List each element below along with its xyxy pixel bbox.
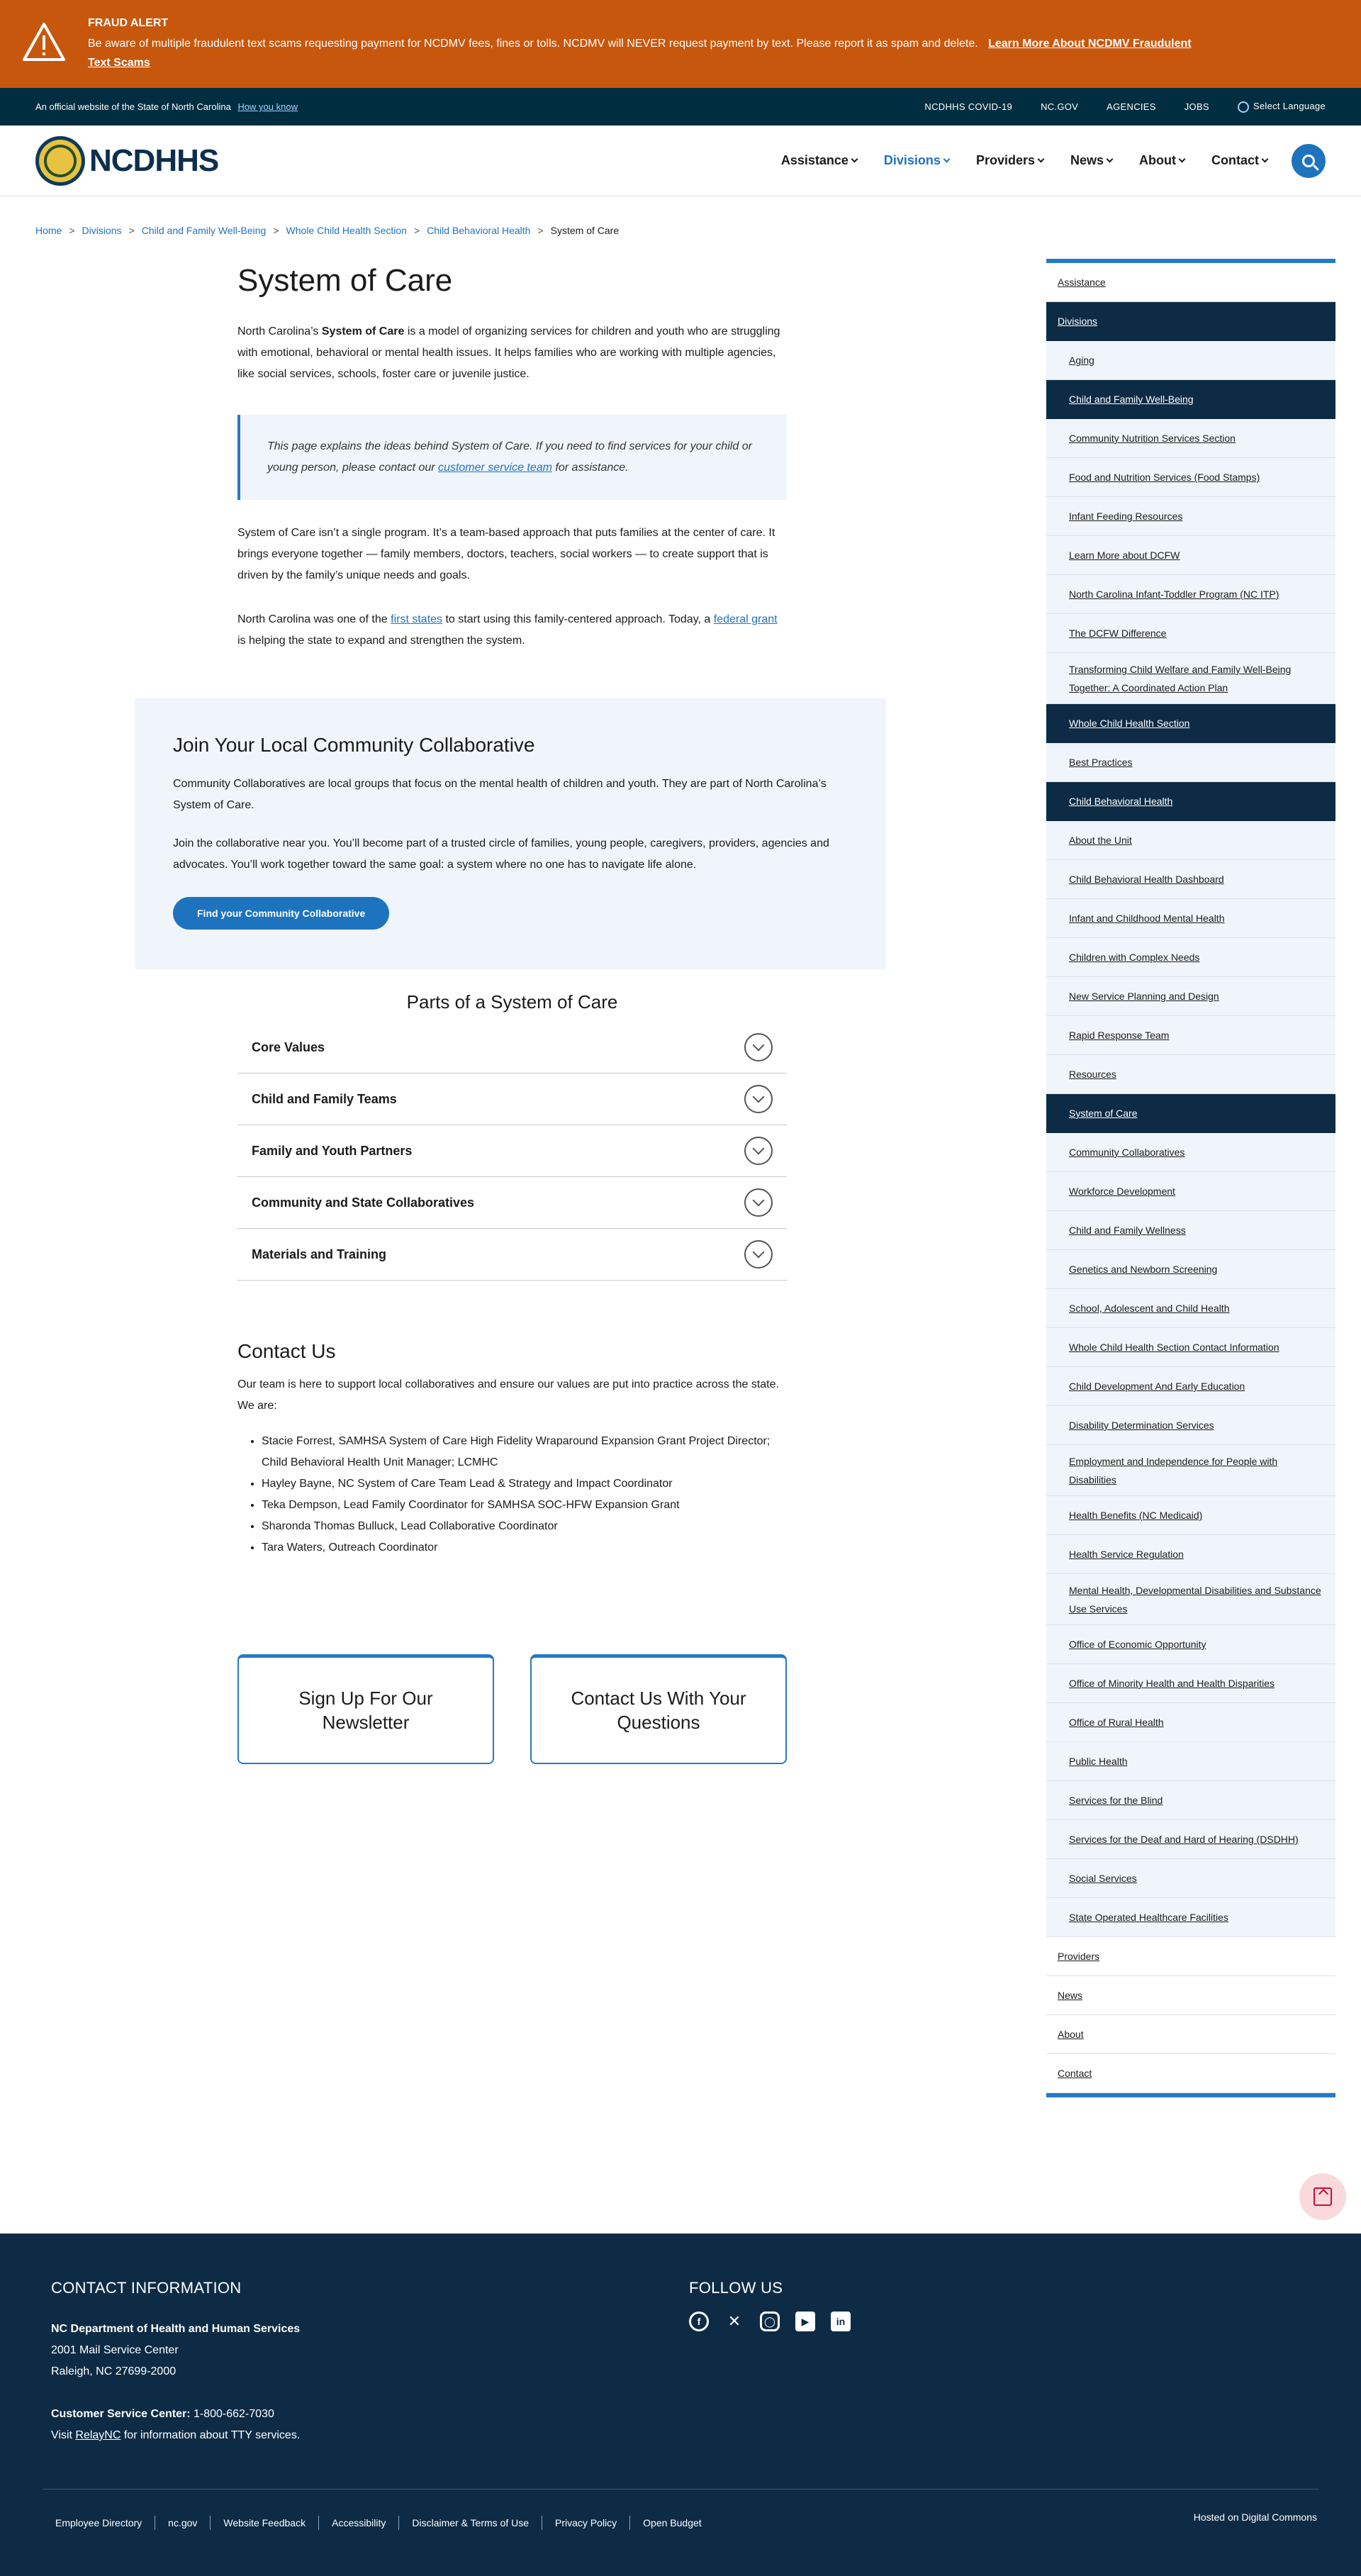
accordion-item-family-youth-partners[interactable] <box>237 1125 787 1177</box>
sidebar-item-resources[interactable]: Resources <box>1046 1055 1335 1094</box>
intro-bold: System of Care <box>321 325 405 338</box>
nav-label: About <box>1139 153 1176 167</box>
sidebar-item-community-nutrition-services-section[interactable]: Community Nutrition Services Section <box>1046 419 1335 458</box>
sidebar-item-rapid-response-team[interactable]: Rapid Response Team <box>1046 1016 1335 1055</box>
list-item: • Hayley Bayne, NC System of Care Team Lead & Strategy and Impact Coordinator <box>262 1473 787 1495</box>
nav-contact[interactable] <box>1211 153 1267 168</box>
sidebar-item-whole-child-health-section-contact-information[interactable]: Whole Child Health Section Contact Information <box>1046 1328 1335 1367</box>
paragraph-text: to start using this family-centered approach. Today, a <box>442 613 714 625</box>
social-links <box>689 2312 851 2331</box>
breadcrumb-separator: > <box>69 225 75 236</box>
main-content <box>237 259 787 652</box>
breadcrumb-home[interactable]: Home <box>35 225 62 236</box>
toplink-ncgov[interactable]: NC.GOV <box>1041 101 1079 112</box>
contact-title: Contact Us <box>237 1340 336 1362</box>
breadcrumb-child-family[interactable]: Child and Family Well-Being <box>141 225 267 236</box>
nav-divisions[interactable] <box>884 153 949 168</box>
sidebar-item-best-practices[interactable]: Best Practices <box>1046 743 1335 782</box>
sidebar-item-learn-more-about-dcfw[interactable]: Learn More about DCFW <box>1046 536 1335 575</box>
footer-phone[interactable]: 1-800-662-7030 <box>193 2408 274 2420</box>
youtube-icon[interactable]: ▶ <box>795 2312 815 2331</box>
contact-questions-card[interactable]: Contact Us With Your Questions <box>530 1654 787 1764</box>
nav-about[interactable] <box>1139 153 1184 168</box>
find-collaborative-button[interactable]: Find your Community Collaborative <box>173 897 389 930</box>
accordion-label: Child and Family Teams <box>252 1091 397 1106</box>
sidebar-item-community-collaboratives[interactable]: Community Collaboratives <box>1046 1133 1335 1172</box>
sidebar-item-state-operated-healthcare-facilities[interactable]: State Operated Healthcare Facilities <box>1046 1898 1335 1937</box>
intro-paragraph <box>237 321 787 385</box>
footer-link-disclaimer[interactable]: Disclaimer & Terms of Use <box>399 2516 542 2530</box>
footer-address <box>51 2319 300 2382</box>
footer-org-name: NC Department of Health and Human Services <box>51 2323 301 2335</box>
nav-label: News <box>1070 153 1104 167</box>
callout-text: for assistance. <box>551 462 629 474</box>
sidebar-item-child-and-family-wellness[interactable]: Child and Family Wellness <box>1046 1211 1335 1250</box>
sidebar-item-whole-child-health-section[interactable]: Whole Child Health Section <box>1046 704 1335 743</box>
footer-link-feedback[interactable]: Website Feedback <box>211 2516 319 2530</box>
chevron-down-icon[interactable] <box>744 1188 773 1217</box>
arrow-up-icon <box>1314 2187 1332 2206</box>
sidebar-item-new-service-planning-and-design[interactable]: New Service Planning and Design <box>1046 977 1335 1016</box>
federal-grant-link[interactable]: federal grant <box>713 613 778 625</box>
sidebar-item-child-behavioral-health[interactable]: Child Behavioral Health <box>1046 782 1335 821</box>
intro-text: North Carolina’s <box>237 325 322 338</box>
accordion-item-core-values[interactable] <box>237 1022 787 1074</box>
utility-bar <box>0 88 1361 126</box>
breadcrumb-separator: > <box>537 225 544 236</box>
footer-link-accessibility[interactable]: Accessibility <box>319 2516 399 2530</box>
sidebar-item-north-carolina-infant-toddler-program-nc-itp[interactable]: North Carolina Infant-Toddler Program (NC ITP) <box>1046 575 1335 614</box>
sidebar-item-transforming-child-welfare-and-family-well-being-together-a-coordinated-action-plan[interactable]: Transforming Child Welfare and Family Well-Being Together: A Coordinated Action Plan <box>1046 653 1335 704</box>
nav-label: Contact <box>1211 153 1259 167</box>
contact-list <box>237 1431 787 1559</box>
sidebar-item-workforce-development[interactable]: Workforce Development <box>1046 1172 1335 1211</box>
language-label: Select Language <box>1253 101 1326 112</box>
community-collaborative-panel <box>135 698 886 969</box>
breadcrumb-current: System of Care <box>550 225 620 236</box>
sidebar-item-office-of-minority-health-and-health-disparities[interactable]: Office of Minority Health and Health Disparities <box>1046 1664 1335 1703</box>
footer-text: Visit <box>51 2429 76 2441</box>
alert-learn-more-link[interactable]: Learn More About NCDMV Fraudulent Text Scams <box>88 38 1192 69</box>
chevron-down-icon[interactable] <box>744 1240 773 1269</box>
site-footer <box>0 2234 1361 2576</box>
footer-link-employee-directory[interactable]: Employee Directory <box>43 2516 155 2530</box>
footer-follow-title: FOLLOW US <box>689 2279 783 2297</box>
facebook-icon[interactable]: f <box>689 2312 709 2331</box>
sidebar-item-system-of-care[interactable]: System of Care <box>1046 1094 1335 1133</box>
collab-paragraph: Community Collaboratives are local groups that focus on the mental health of children and youth. They are part of North Carolina’s System of Care. <box>173 778 827 811</box>
list-item: • Stacie Forrest, SAMHSA System of Care High Fidelity Wraparound Expansion Grant Project Director; Child Behavioral Health Unit Manager; LCMHC <box>262 1431 787 1473</box>
footer-links <box>43 2516 715 2530</box>
main-nav <box>781 153 1267 168</box>
footer-service-info <box>51 2404 300 2446</box>
accordion-item-materials-training[interactable] <box>237 1229 787 1281</box>
nav-providers[interactable] <box>976 153 1043 168</box>
search-button[interactable] <box>1292 144 1326 178</box>
sidebar-item-school-adolescent-and-child-health[interactable]: School, Adolescent and Child Health <box>1046 1289 1335 1328</box>
how-you-know-link[interactable]: How you know <box>237 101 298 112</box>
parts-title: Parts of a System of Care <box>406 991 618 1013</box>
paragraph-text: North Carolina was one of the <box>237 613 391 625</box>
sidebar-item-providers[interactable]: Providers <box>1046 1937 1335 1976</box>
list-item: • Teka Dempson, Lead Family Coordinator for SAMHSA SOC-HFW Expansion Grant <box>262 1495 787 1516</box>
accordion-label: Materials and Training <box>252 1247 387 1261</box>
sidebar-item-assistance[interactable]: Assistance <box>1046 263 1335 302</box>
footer-csc-label: Customer Service Center: <box>51 2408 191 2420</box>
chevron-down-icon <box>1107 156 1114 163</box>
sidebar-item-contact[interactable]: Contact <box>1046 2054 1335 2093</box>
nav-assistance[interactable] <box>781 153 857 168</box>
sidebar-item-infant-feeding-resources[interactable]: Infant Feeding Resources <box>1046 497 1335 536</box>
page-content <box>0 259 1361 2294</box>
breadcrumb-separator: > <box>128 225 135 236</box>
history-paragraph <box>237 609 787 652</box>
accordion-item-collaboratives[interactable] <box>237 1177 787 1229</box>
nav-news[interactable] <box>1070 153 1112 168</box>
sidebar-item-public-health[interactable]: Public Health <box>1046 1742 1335 1781</box>
collab-title: Join Your Local Community Collaborative <box>173 734 535 756</box>
section-sidebar-nav <box>1046 259 1335 2097</box>
instagram-icon[interactable]: ◯ <box>760 2312 780 2331</box>
toplink-covid[interactable]: NCDHHS COVID-19 <box>924 101 1013 112</box>
sidebar-item-health-benefits-nc-medicaid[interactable]: Health Benefits (NC Medicaid) <box>1046 1496 1335 1535</box>
sidebar-item-child-development-and-early-education[interactable]: Child Development And Early Education <box>1046 1367 1335 1406</box>
nav-label: Assistance <box>780 153 848 167</box>
sidebar-item-aging[interactable]: Aging <box>1046 341 1335 380</box>
callout-text: This page explains the ideas behind System of Care. If you need to find services for your child or young person, please contact our <box>267 440 752 474</box>
sidebar-item-health-service-regulation[interactable]: Health Service Regulation <box>1046 1535 1335 1574</box>
first-states-link[interactable]: first states <box>391 613 443 625</box>
footer-address-line: Raleigh, NC 27699-2000 <box>51 2365 177 2377</box>
breadcrumb-child-behavioral[interactable]: Child Behavioral Health <box>427 225 531 236</box>
paragraph-text: is helping the state to expand and strengthen the system. <box>237 635 525 647</box>
list-item: • Tara Waters, Outreach Coordinator <box>262 1537 787 1559</box>
breadcrumb-whole-child[interactable]: Whole Child Health Section <box>286 225 407 236</box>
chevron-down-icon[interactable] <box>744 1137 773 1165</box>
relaync-link[interactable]: RelayNC <box>75 2429 121 2441</box>
sidebar-item-child-and-family-well-being[interactable]: Child and Family Well-Being <box>1046 380 1335 419</box>
footer-address-line: 2001 Mail Service Center <box>51 2344 179 2356</box>
cta-cards <box>237 1654 787 1764</box>
sidebar-item-news[interactable]: News <box>1046 1976 1335 2015</box>
parts-accordion <box>237 991 787 1281</box>
accordion-label: Core Values <box>252 1039 325 1054</box>
breadcrumb-separator: > <box>273 225 279 236</box>
sidebar-item-about-the-unit[interactable]: About the Unit <box>1046 821 1335 860</box>
page-title: System of Care <box>237 263 453 298</box>
footer-text: for information about TTY services. <box>121 2429 301 2441</box>
linkedin-icon[interactable]: in <box>831 2312 851 2331</box>
breadcrumb-divisions[interactable]: Divisions <box>82 225 122 236</box>
toplink-agencies[interactable]: AGENCIES <box>1107 101 1156 112</box>
sidebar-item-office-of-rural-health[interactable]: Office of Rural Health <box>1046 1703 1335 1742</box>
newsletter-signup-card[interactable]: Sign Up For Our Newsletter <box>237 1654 494 1764</box>
warning-icon <box>21 20 67 65</box>
logo-text: NCDHHS <box>89 143 219 178</box>
nav-label: Divisions <box>883 153 941 167</box>
footer-link-open-budget[interactable]: Open Budget <box>643 2517 702 2528</box>
sidebar-item-disability-determination-services[interactable]: Disability Determination Services <box>1046 1406 1335 1445</box>
chevron-down-icon <box>851 156 858 163</box>
accordion-item-child-family-teams[interactable] <box>237 1074 787 1125</box>
chevron-down-icon[interactable] <box>744 1085 773 1113</box>
back-to-top-button[interactable] <box>1299 2173 1346 2220</box>
globe-icon <box>1238 101 1249 113</box>
sidebar-item-divisions[interactable]: Divisions <box>1046 302 1335 341</box>
sidebar-item-children-with-complex-needs[interactable]: Children with Complex Needs <box>1046 938 1335 977</box>
footer-contact-title: CONTACT INFORMATION <box>51 2279 242 2297</box>
accordion-label: Community and State Collaboratives <box>252 1195 475 1210</box>
alert-title: FRAUD ALERT <box>88 17 169 29</box>
breadcrumb <box>0 196 1361 259</box>
intro-text: is a model of organizing services for children and youth who are struggling with emotional, behavioral or mental health issues. It helps families who are working with multiple agencies, like social services, schools, foster care or juvenile justice. <box>237 325 780 380</box>
sidebar-item-social-services[interactable]: Social Services <box>1046 1859 1335 1898</box>
sidebar-item-employment-and-independence-for-people-with-disabilities[interactable]: Employment and Independence for People with Disabilities <box>1046 1445 1335 1496</box>
state-seal-icon <box>35 136 85 186</box>
sidebar-item-genetics-and-newborn-screening[interactable]: Genetics and Newborn Screening <box>1046 1250 1335 1289</box>
footer-link-ncgov[interactable]: nc.gov <box>155 2516 211 2530</box>
contact-intro: Our team is here to support local collaboratives and ensure our values are put into practice across the state. We are: <box>237 1378 779 1412</box>
sidebar-item-the-dcfw-difference[interactable]: The DCFW Difference <box>1046 614 1335 653</box>
sidebar-item-services-for-the-deaf-and-hard-of-hearing-dsdhh[interactable]: Services for the Deaf and Hard of Hearing (DSDHH) <box>1046 1820 1335 1859</box>
alert-text <box>88 34 1208 72</box>
sidebar-item-food-and-nutrition-services-food-stamps[interactable]: Food and Nutrition Services (Food Stamps) <box>1046 458 1335 497</box>
collab-paragraph: Join the collaborative near you. You’ll become part of a trusted circle of families, young people, caregivers, providers, agencies and advocates. You’ll work together toward the same goal: a system where no one has to navigate life alone. <box>173 837 829 871</box>
customer-service-link[interactable]: customer service team <box>438 462 552 474</box>
language-select[interactable] <box>1238 101 1326 113</box>
toplink-jobs[interactable]: JOBS <box>1184 101 1209 112</box>
sidebar-item-mental-health-developmental-disabilities-and-substance-use-services[interactable]: Mental Health, Developmental Disabilities and Substance Use Services <box>1046 1574 1335 1625</box>
search-icon <box>1302 155 1315 167</box>
fraud-alert-banner <box>0 0 1361 88</box>
program-paragraph: System of Care isn’t a single program. It’s a team-based approach that puts families at the center of care. It brings everyone together — family members, doctors, teachers, social workers — to create support that is driven by the family’s unique needs and goals. <box>237 527 775 581</box>
chevron-down-icon[interactable] <box>744 1033 773 1061</box>
chevron-down-icon <box>1179 156 1186 163</box>
chevron-down-icon <box>943 156 950 163</box>
official-site-notice <box>35 101 924 112</box>
sidebar-item-child-behavioral-health-dashboard[interactable]: Child Behavioral Health Dashboard <box>1046 860 1335 899</box>
sidebar-item-about[interactable]: About <box>1046 2015 1335 2054</box>
contact-section <box>237 1340 787 1559</box>
chevron-down-icon <box>1038 156 1045 163</box>
sidebar-item-office-of-economic-opportunity[interactable]: Office of Economic Opportunity <box>1046 1625 1335 1664</box>
sidebar-item-services-for-the-blind[interactable]: Services for the Blind <box>1046 1781 1335 1820</box>
official-text: An official website of the State of North Carolina <box>35 101 231 112</box>
breadcrumb-separator: > <box>413 225 420 236</box>
site-logo[interactable] <box>35 136 781 186</box>
alert-message: Be aware of multiple fraudulent text scams requesting payment for NCDMV fees, fines or tolls. NCDMV will NEVER request payment by text. Please report it as spam and delete. <box>88 38 978 50</box>
hosted-notice: Hosted on Digital Commons <box>1193 2511 1317 2523</box>
accordion-label: Family and Youth Partners <box>252 1143 413 1158</box>
chevron-down-icon <box>1262 156 1269 163</box>
nav-label: Providers <box>975 153 1035 167</box>
list-item: • Sharonda Thomas Bulluck, Lead Collaborative Coordinator <box>262 1516 787 1537</box>
x-twitter-icon[interactable]: ✕ <box>727 2312 741 2330</box>
sidebar-item-infant-and-childhood-mental-health[interactable]: Infant and Childhood Mental Health <box>1046 899 1335 938</box>
footer-link-privacy[interactable]: Privacy Policy <box>542 2516 630 2530</box>
site-header <box>0 126 1361 196</box>
info-callout <box>237 415 787 500</box>
